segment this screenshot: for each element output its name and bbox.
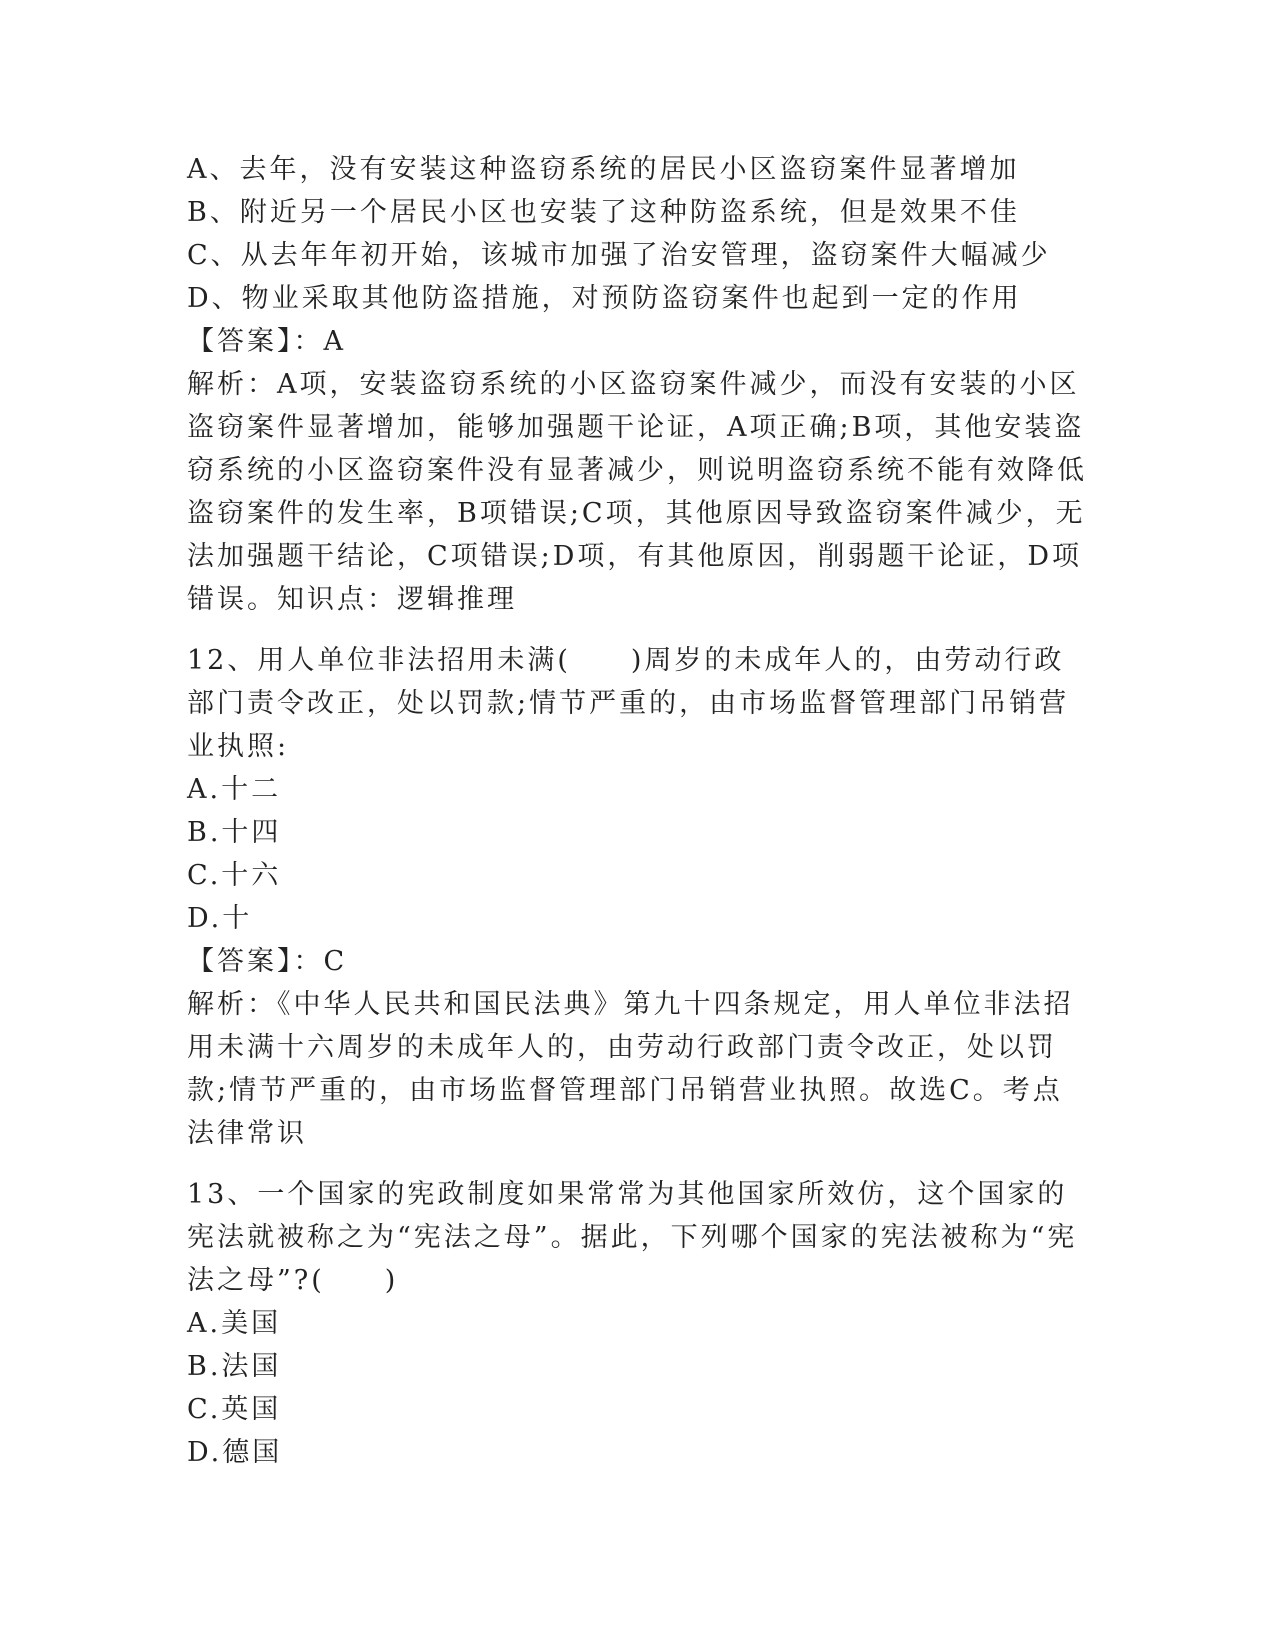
option-d: D.十: [187, 903, 253, 934]
document-content: [187, 148, 1087, 1474]
question-11-analysis: 解析：A项，安装盗窃系统的小区盗窃案件减少，而没有安装的小区盗窃案件显著增加，能够加强题干论证，A项正确;B项，其他安装盗窃系统的小区盗窃案件没有显著减少，则说明盗窃系统不能有效降低盗窃案件的发生率，B项错误;C项，其他原因导致盗窃案件减少，无法加强题干结论，C项错误;D项，有其他原因，削弱题干论证，D项错误。知识点：逻辑推理: [187, 369, 1087, 615]
option-d: D.德国: [187, 1437, 283, 1468]
option-c: C.十六: [187, 860, 282, 891]
option-d: D、物业采取其他防盗措施，对预防盗窃案件也起到一定的作用: [187, 283, 1022, 314]
option-b: B.十四: [187, 817, 282, 848]
option-a: A.美国: [187, 1308, 282, 1339]
option-c: C、从去年年初开始，该城市加强了治安管理，盗窃案件大幅减少: [187, 240, 1051, 271]
question-12-analysis: 解析：《中华人民共和国民法典》第九十四条规定，用人单位非法招用未满十六周岁的未成年人的，由劳动行政部门责令改正，处以罚款;情节严重的，由市场监督管理部门吊销营业执照。故选C。考点法律常识: [187, 989, 1074, 1149]
question-13-stem: 13、一个国家的宪政制度如果常常为其他国家所效仿，这个国家的宪法就被称之为“宪法之母”。据此，下列哪个国家的宪法被称为“宪法之母”?( ): [187, 1179, 1078, 1296]
question-11-options: [187, 148, 1087, 320]
question-11-answer: 【答案】：A: [187, 326, 346, 357]
question-12-options: [187, 768, 1087, 940]
option-b: B、附近另一个居民小区也安装了这种防盗系统，但是效果不佳: [187, 197, 1020, 228]
spacer: [187, 621, 1087, 639]
question-12-answer: 【答案】：C: [187, 946, 348, 977]
option-b: B.法国: [187, 1351, 282, 1382]
option-a: A、去年，没有安装这种盗窃系统的居民小区盗窃案件显著增加: [187, 154, 1020, 185]
question-12-stem: 12、用人单位非法招用未满( )周岁的未成年人的，由劳动行政部门责令改正，处以罚款;情节严重的，由市场监督管理部门吊销营业执照:: [187, 645, 1070, 762]
question-13-options: [187, 1302, 1087, 1474]
option-a: A.十二: [187, 774, 282, 805]
spacer: [187, 1155, 1087, 1173]
option-c: C.英国: [187, 1394, 282, 1425]
